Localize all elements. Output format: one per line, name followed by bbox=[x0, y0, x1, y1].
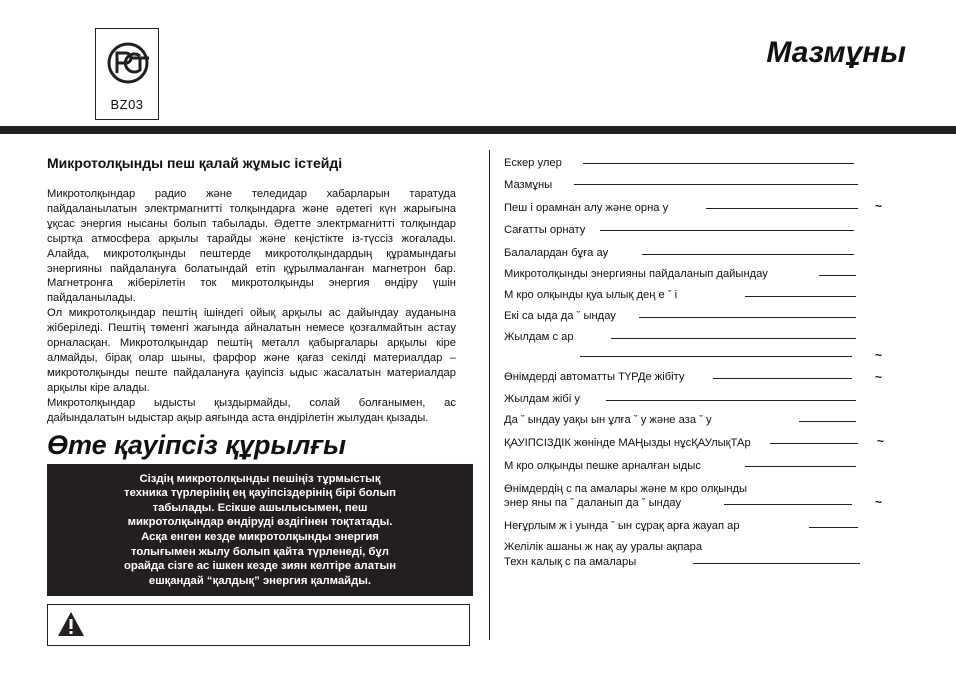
section-heading: Микротолқынды пеш қалай жұмыс істейді bbox=[47, 155, 343, 171]
page-title: Мазмұны bbox=[766, 36, 906, 69]
toc-tilde-mark: ~ bbox=[875, 495, 883, 509]
toc-leader-line bbox=[693, 563, 860, 564]
safety-callout bbox=[47, 464, 473, 596]
intro-paragraph-1: Микротолқындар радио және теледидар хабарларын таратуда пайдаланылатын электрмагнитті толқындарға және әдетегі күн жарығына ұқсас энергия нысаны болып табылады. Әдетте электрмагнитті толқындар сыртқа атмосфера арқылы тарайды және кеңістікте із-түссіз жоғалады. Алайда, микротолқынды пештерде микротолқындардың құрамындағы энергияны пайдалануға болатындай етіп құрылмаланған магнетрон бар. Магнетронға жіберілетін ток микротолқынды энергия өндіру үшін пайдаланылады. bbox=[47, 188, 456, 305]
pct-mark-icon bbox=[104, 39, 152, 85]
toc-leader-line bbox=[819, 275, 856, 276]
toc-item-label: М кро олқынды қуа ылық дең е ˇ і bbox=[504, 289, 678, 301]
toc-item-label: энер яны па ˇ даланып да ˇ ындау bbox=[504, 497, 682, 509]
toc-item-label: Желілік ашаны ж нақ ау уралы ақпара bbox=[504, 541, 703, 553]
intro-paragraph-3: Микротолқындар ыдысты қыздырмайды, солай болғанымен, ас дайындалатын ыдыстар ақыр аяғында аста өндірілетін жылудан қызады. bbox=[47, 396, 456, 424]
toc-leader-line bbox=[611, 338, 856, 339]
toc-item-label: Сағатты орнату bbox=[504, 224, 586, 236]
intro-paragraph-2: Ол микротолқындар пештің ішіндегі ойық арқылы ас дайындау ауданына жіберіледі. Пештің төменгі жағында айналатын немесе қозғалмайтын астау орналасқан. Микротолқындар пештің металл қабырғалары арқылы кіре алмайды, бірақ олар шыны, фарфор және қағаз секілді материалдар – микротолқынды пеште пайдалануға қауіпсіз ыдыс жасалатын материалдар арқылы кіре алады. bbox=[47, 307, 456, 394]
toc-item-label: Да ˇ ындау уақы ын ұлға ˇ у және аза ˇ у bbox=[504, 414, 712, 426]
toc-item-label: Жылдам с ар bbox=[504, 331, 574, 343]
toc-item-label: Мазмұны bbox=[504, 179, 553, 191]
toc-item-label: Ескер улер bbox=[504, 157, 562, 169]
toc-tilde-mark: ~ bbox=[875, 370, 883, 384]
toc-leader-line bbox=[809, 527, 858, 528]
toc-leader-line bbox=[745, 466, 856, 467]
toc-leader-line bbox=[713, 378, 852, 379]
toc-item-label: Өнімдерді автоматты ТҮРДе жібіту bbox=[504, 371, 685, 383]
column-divider bbox=[489, 150, 490, 640]
toc-item-label: Жылдам жібі у bbox=[504, 393, 581, 405]
toc-item-label: Өнімдердің с па амалары және м кро олқынды bbox=[504, 483, 748, 495]
toc-leader-line bbox=[745, 296, 856, 297]
toc-leader-line bbox=[642, 254, 854, 255]
certification-logo bbox=[95, 28, 159, 120]
toc-item-label: Пеш і орамнан алу және орна у bbox=[504, 202, 669, 214]
toc-tilde-mark: ~ bbox=[877, 434, 885, 448]
toc-leader-line bbox=[706, 208, 858, 209]
toc-leader-line bbox=[724, 504, 852, 505]
safety-text: Сіздің микротолқынды пешіңіз тұрмыстық техника түрлерінің ең қауіпсіздерінің бірі болып табылады. Есікше ашылысымен, пеш микротолқындар өндіруді өздігінен тоқтатады. Асқа енген кезде микротолқынды энергия толығымен жылу болып қайта түрленеді, бұл орайда сізге ас ішкен кезде зиян келтіре алатын ешқандай “қалдық” энергия қалмайды. bbox=[123, 472, 397, 587]
toc-item-label: Екі са ыда да ˇ ындау bbox=[504, 310, 616, 322]
logo-code: BZ03 bbox=[110, 97, 144, 112]
safety-heading: Өте қауіпсіз құрылғы bbox=[47, 430, 347, 460]
toc-leader-line bbox=[574, 184, 858, 185]
toc-item-label: Микротолқынды энергияны пайдаланып дайындау bbox=[504, 268, 768, 280]
warning-triangle-icon bbox=[56, 610, 86, 638]
warning-box bbox=[47, 604, 470, 646]
toc-leader-line bbox=[600, 230, 854, 231]
toc-leader-line bbox=[606, 400, 856, 401]
toc-leader-line bbox=[770, 443, 858, 444]
toc-tilde-mark: ~ bbox=[875, 199, 883, 213]
toc-item-label: Балалардан бұға ау bbox=[504, 247, 609, 259]
toc-leader-line bbox=[639, 317, 856, 318]
toc-item-label: Техн калық с па амалары bbox=[504, 556, 637, 568]
toc-tilde-mark: ~ bbox=[875, 348, 883, 362]
toc-item-label: М кро олқынды пешке арналған ыдыс bbox=[504, 460, 701, 472]
header-rule bbox=[0, 126, 956, 134]
toc-item-label: ҚАУІПСІЗДІК жөнінде МАҢызды нұсҚАУлықТАр bbox=[504, 437, 751, 449]
intro-body bbox=[47, 187, 456, 426]
toc-leader-line bbox=[583, 163, 854, 164]
toc-item-label: Неғұрлым ж і уында ˇ ын сұрақ арға жауап ар bbox=[504, 520, 740, 532]
toc-leader-line bbox=[799, 421, 856, 422]
toc-leader-line bbox=[580, 356, 852, 357]
